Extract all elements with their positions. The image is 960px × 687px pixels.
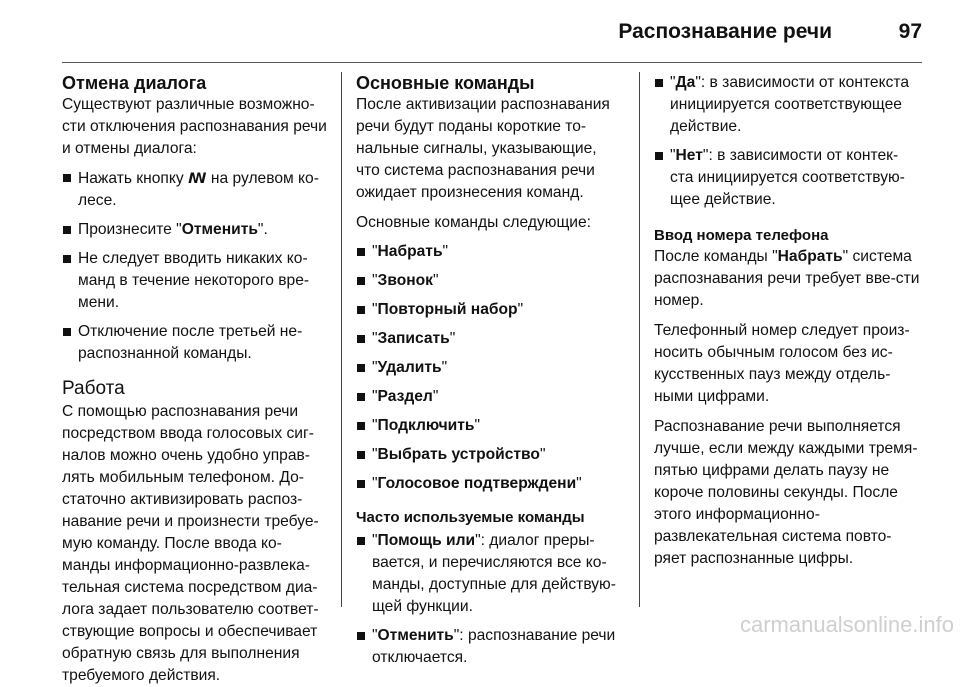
bullet-icon xyxy=(357,537,365,545)
page-number: 97 xyxy=(898,20,922,43)
paragraph: После команды "Набрать" система распознавания речи требует вве-сти номер. xyxy=(654,248,920,309)
list-item: "Набрать" xyxy=(356,241,622,263)
list-item: "Звонок" xyxy=(356,270,622,292)
column-3 xyxy=(654,72,920,570)
list-item: "Раздел" xyxy=(356,386,622,408)
column-1 xyxy=(62,72,328,687)
section-heading-basic: Основные команды xyxy=(356,73,535,93)
list-item: "Записать" xyxy=(356,328,622,350)
paragraph: С помощью распознавания речи посредством ввода голосовых сиг-налов можно очень удобно управ-лять мобильным телефоном. До-статочно активизировать распоз-навание речи и произнести требуе-мую команду. После ввода ко-манды информационно-развлека-тельная система посредством диа-лога задает пользователю соответ-ствующие вопросы и обеспечивает обратную связь для выполнения требуемого действия. xyxy=(62,403,319,684)
bullet-icon xyxy=(63,174,71,182)
column-divider xyxy=(341,72,342,607)
paragraph: Существуют различные возможно-сти отключения распознавания речи и отмены диалога: xyxy=(62,96,327,157)
section-heading-work: Работа xyxy=(62,378,125,399)
bullet-icon xyxy=(63,226,71,234)
frequent-commands-list xyxy=(356,530,622,669)
cancel-list xyxy=(62,167,328,365)
bullet-icon xyxy=(357,632,365,640)
section-heading-cancel: Отмена диалога xyxy=(62,73,207,93)
yes-no-list xyxy=(654,72,920,211)
list-item: "Выбрать устройство" xyxy=(356,444,622,466)
bullet-icon xyxy=(357,393,365,401)
list-item: Не следует вводить никаких ко-манд в течение некоторого вре-мени. xyxy=(62,248,328,314)
bullet-icon xyxy=(357,451,365,459)
page-title: Распознавание речи xyxy=(618,20,832,43)
header-divider xyxy=(62,62,922,63)
list-item: "Удалить" xyxy=(356,357,622,379)
list-item: "Помощь или": диалог преры-вается, и перечисляются все ко-манды, доступные для действую-щей функции. xyxy=(356,530,622,618)
bullet-icon xyxy=(357,480,365,488)
list-item: Произнесите "Отменить". xyxy=(62,219,328,241)
list-item: "Отменить": распознавание речи отключается. xyxy=(356,625,622,669)
paragraph: Основные команды следующие: xyxy=(356,214,591,231)
bullet-icon xyxy=(63,255,71,263)
voice-off-icon: ꟿ xyxy=(187,170,207,186)
basic-commands-list xyxy=(356,241,622,495)
paragraph: Телефонный номер следует произ-носить обычным голосом без ис-кусственных пауз между отдель-ными цифрами. xyxy=(654,322,910,405)
list-item: "Подключить" xyxy=(356,415,622,437)
bullet-icon xyxy=(357,335,365,343)
bullet-icon xyxy=(655,79,663,87)
list-item: Нажать кнопку ꟿ на рулевом ко-лесе. xyxy=(62,167,328,212)
section-heading-frequent: Часто используемые команды xyxy=(356,509,585,526)
bullet-icon xyxy=(357,248,365,256)
paragraph: После активизации распознавания речи будут поданы короткие то-нальные сигналы, указывающие, что система распознавания речи ожидает произнесения команд. xyxy=(356,96,610,201)
bullet-icon xyxy=(357,306,365,314)
list-item: Отключение после третьей не-распознанной команды. xyxy=(62,321,328,365)
watermark: carmanualsonline.info xyxy=(739,612,954,637)
bullet-icon xyxy=(655,152,663,160)
column-2 xyxy=(356,72,622,669)
list-item: "Повторный набор" xyxy=(356,299,622,321)
column-divider xyxy=(639,72,640,607)
page-header xyxy=(62,0,922,64)
bullet-icon xyxy=(357,422,365,430)
list-item: "Нет": в зависимости от контек-ста инициируется соответствую-щее действие. xyxy=(654,145,920,211)
list-item: "Да": в зависимости от контекста инициируется соответствующее действие. xyxy=(654,72,920,138)
section-heading-phone: Ввод номера телефона xyxy=(654,227,829,244)
list-item: "Голосовое подтверждени" xyxy=(356,473,622,495)
paragraph: Распознавание речи выполняется лучше, если между каждыми тремя-пятью цифрами делать паузу не короче половины секунды. После этого информационно-развлекательная система повто-ряет распознанные цифры. xyxy=(654,418,918,567)
bullet-icon xyxy=(357,277,365,285)
bullet-icon xyxy=(357,364,365,372)
bullet-icon xyxy=(63,328,71,336)
